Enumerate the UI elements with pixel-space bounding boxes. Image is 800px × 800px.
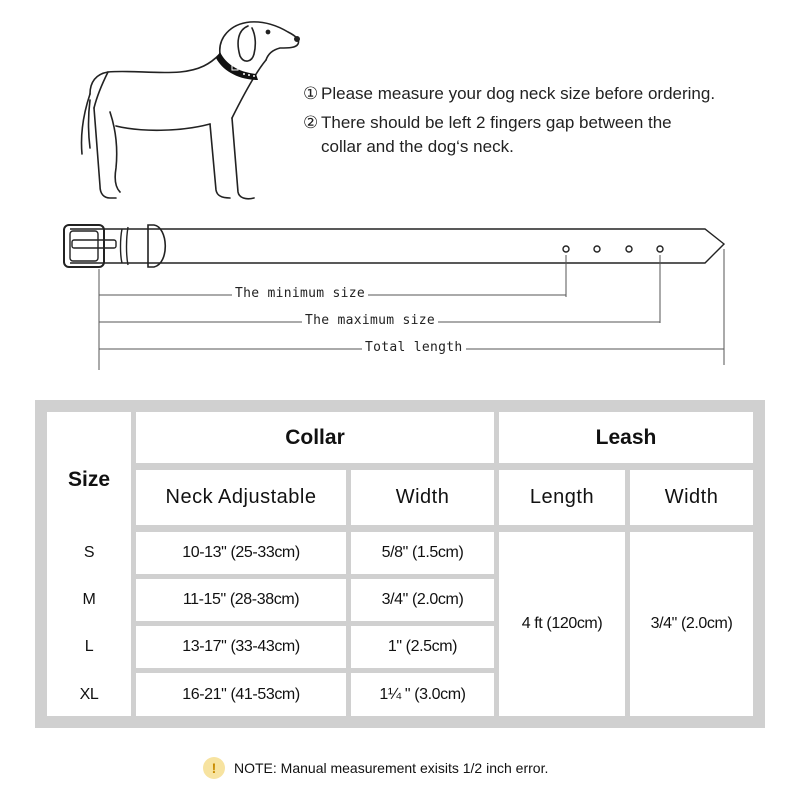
- width-cell: 1¼ " (3.0cm): [351, 673, 494, 716]
- size-table: [35, 400, 765, 728]
- leash-length-header: Length: [499, 470, 625, 525]
- width-cell: 3/4" (2.0cm): [351, 579, 494, 621]
- instruction-2: ② There should be left 2 fingers gap between the collar and the dog‘s neck.: [303, 113, 672, 156]
- width-cell: 5/8" (1.5cm): [351, 532, 494, 574]
- neck-cell: 16-21" (41-53cm): [136, 673, 346, 716]
- width-cell: 1" (2.5cm): [351, 626, 494, 668]
- size-cell: M: [47, 579, 131, 621]
- maximum-size-label: The maximum size: [302, 313, 438, 328]
- total-length-label: Total length: [362, 340, 466, 355]
- warning-icon: !: [203, 757, 225, 779]
- neck-adjustable-header: Neck Adjustable: [136, 470, 346, 525]
- dog-illustration: [60, 8, 310, 208]
- instruction-1: ① Please measure your dog neck size before ordering.: [303, 84, 716, 103]
- neck-cell: 13-17" (33-43cm): [136, 626, 346, 668]
- size-cell: S: [47, 532, 131, 574]
- size-cell: L: [47, 626, 131, 668]
- collar-width-header: Width: [351, 470, 494, 525]
- neck-cell: 10-13" (25-33cm): [136, 532, 346, 574]
- minimum-size-label: The minimum size: [232, 286, 368, 301]
- size-header: Size: [47, 412, 131, 716]
- leash-length-cell: 4 ft (120cm): [499, 532, 625, 716]
- neck-cell: 11-15" (28-38cm): [136, 579, 346, 621]
- size-cell: XL: [47, 673, 131, 716]
- note-text: NOTE: Manual measurement exisits 1/2 inch error.: [234, 760, 549, 776]
- leash-header: Leash: [499, 412, 753, 463]
- collar-header: Collar: [136, 412, 494, 463]
- leash-width-cell: 3/4" (2.0cm): [630, 532, 753, 716]
- leash-width-header: Width: [630, 470, 753, 525]
